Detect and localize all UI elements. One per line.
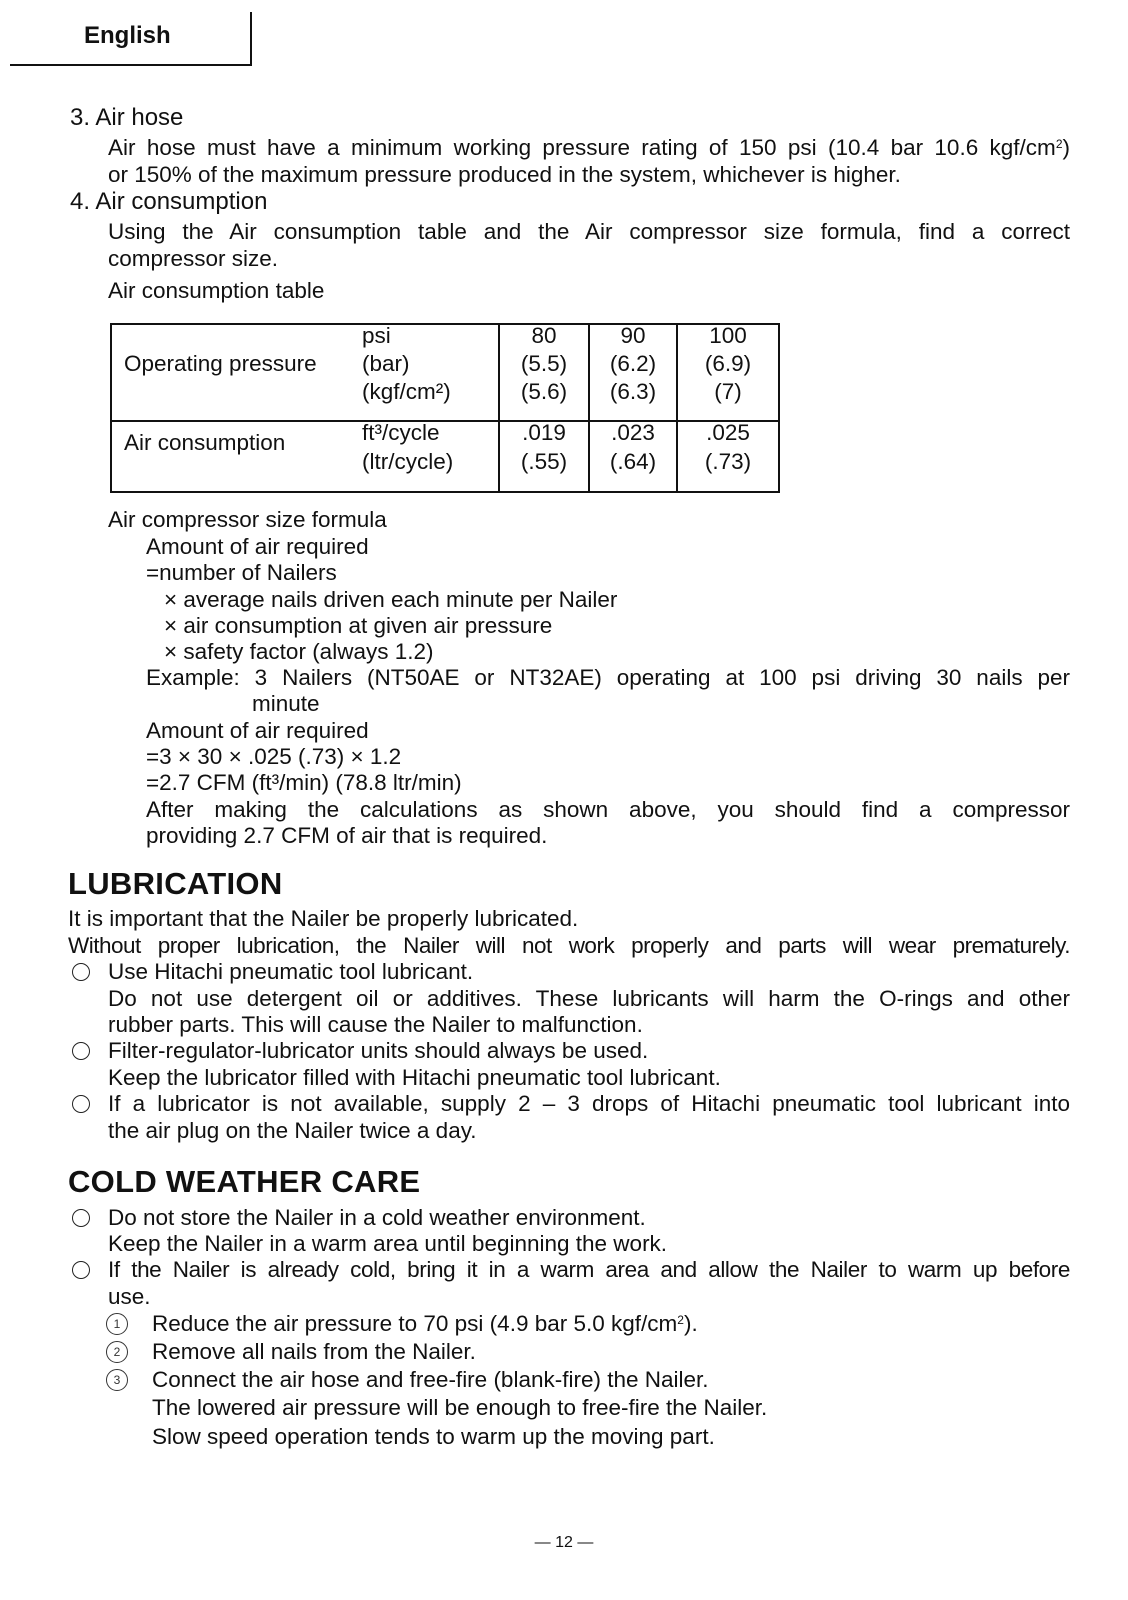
- formula-factor: × average nails driven each minute per Nailer: [164, 587, 618, 612]
- table-cell: (5.6): [520, 379, 568, 404]
- air-hose-heading: 3. Air hose: [70, 104, 184, 131]
- operating-pressure-label: Operating pressure: [124, 351, 317, 376]
- example-line1: Example: 3 Nailers (NT50AE or NT32AE) operating at 100 psi driving 30 nails per: [146, 665, 1070, 690]
- tab-vertical-rule: [250, 12, 252, 66]
- cold-step1: [152, 1310, 698, 1337]
- table-cell: (.55): [520, 449, 568, 474]
- cold-bullet2-line1: If the Nailer is already cold, bring it in a warm area and allow the Nailer to warm up before: [108, 1257, 1070, 1282]
- table-cell: (.64): [609, 449, 657, 474]
- lubrication-bullet1-line2: Do not use detergent oil or additives. These lubricants will harm the O-rings and other: [108, 986, 1070, 1011]
- cold-bullet2-line2: use.: [108, 1284, 151, 1309]
- unit-ltr-cycle: (ltr/cycle): [362, 449, 454, 474]
- table-cell: .025: [706, 420, 750, 445]
- superscript: 2: [1055, 137, 1063, 151]
- lubrication-bullet3-line1: If a lubricator is not available, supply 2 – 3 drops of Hitachi pneumatic tool lubricant into: [108, 1091, 1070, 1116]
- step-number-3-icon: 3: [106, 1369, 128, 1391]
- cold-step3-line3: Slow speed operation tends to warm up the moving part.: [152, 1424, 715, 1449]
- cold-weather-heading: COLD WEATHER CARE: [68, 1164, 421, 1199]
- table-cell: (.73): [704, 449, 752, 474]
- table-cell: .019: [522, 420, 566, 445]
- language-label: English: [84, 22, 171, 49]
- air-hose-text-line2: or 150% of the maximum pressure produced in the system, whichever is higher.: [108, 162, 901, 187]
- unit-bar: (bar): [362, 351, 410, 376]
- language-tab: [10, 12, 252, 66]
- air-consumption-heading: 4. Air consumption: [70, 188, 268, 215]
- formula-title: Air compressor size formula: [108, 507, 387, 532]
- unit-ft3-cycle: ft³/cycle: [362, 420, 440, 445]
- cold-bullet1-line2: Keep the Nailer in a warm area until beginning the work.: [108, 1231, 668, 1256]
- table-cell: 90: [620, 323, 646, 348]
- circle-bullet-icon: [72, 963, 90, 981]
- circle-bullet-icon: [72, 1261, 90, 1279]
- circle-bullet-icon: [72, 1042, 90, 1060]
- lubrication-p1: It is important that the Nailer be properly lubricated.: [68, 906, 579, 931]
- lubrication-bullet3-line2: the air plug on the Nailer twice a day.: [108, 1118, 477, 1143]
- superscript: 2: [677, 1313, 684, 1327]
- table-cell: (6.2): [609, 351, 657, 376]
- table-title: Air consumption table: [108, 278, 325, 303]
- lubrication-bullet2-line2: Keep the lubricator filled with Hitachi pneumatic tool lubricant.: [108, 1065, 721, 1090]
- unit-kgf: (kgf/cm²): [362, 379, 451, 404]
- step-number-2-icon: 2: [106, 1341, 128, 1363]
- table-cell: (5.5): [520, 351, 568, 376]
- air-hose-text-line1: [108, 134, 1070, 161]
- formula-factor: × safety factor (always 1.2): [164, 639, 434, 664]
- circle-bullet-icon: [72, 1209, 90, 1227]
- table-cell: 80: [531, 323, 557, 348]
- circle-bullet-icon: [72, 1095, 90, 1113]
- step1-text: Reduce the air pressure to 70 psi (4.9 bar 5.0 kgf/cm: [152, 1311, 678, 1336]
- formula-factor: × air consumption at given air pressure: [164, 613, 553, 638]
- table-cell: 100: [709, 323, 747, 348]
- unit-psi: psi: [362, 323, 391, 348]
- example-line2: minute: [252, 691, 320, 716]
- air-hose-line1-text: Air hose must have a minimum working pressure rating of 150 psi (10.4 bar 10.6 kgf/cm: [108, 135, 1056, 160]
- closing-paren: ).: [683, 1311, 698, 1336]
- formula-calc-2: =2.7 CFM (ft³/min) (78.8 ltr/min): [146, 770, 462, 795]
- cold-bullet1-line1: Do not store the Nailer in a cold weather environment.: [108, 1205, 646, 1230]
- cold-step3-line2: The lowered air pressure will be enough to free-fire the Nailer.: [152, 1395, 768, 1420]
- lubrication-bullet1-line3: rubber parts. This will cause the Nailer to malfunction.: [108, 1012, 643, 1037]
- air-consumption-text-line2: compressor size.: [108, 246, 279, 271]
- table-cell: (6.3): [609, 379, 657, 404]
- cold-step3-line1: Connect the air hose and free-fire (blank-fire) the Nailer.: [152, 1367, 709, 1392]
- lubrication-bullet2-line1: Filter-regulator-lubricator units should always be used.: [108, 1038, 649, 1063]
- table-cell: (7): [714, 379, 742, 404]
- formula-number: =number of Nailers: [146, 560, 337, 585]
- lubrication-p2: Without proper lubrication, the Nailer will not work properly and parts will wear prematurely.: [68, 933, 1070, 958]
- formula-calc-1: =3 × 30 × .025 (.73) × 1.2: [146, 744, 402, 769]
- lubrication-bullet1-line1: Use Hitachi pneumatic tool lubricant.: [108, 959, 474, 984]
- table-cell: .023: [611, 420, 655, 445]
- air-consumption-label: Air consumption: [124, 430, 286, 455]
- formula-amount: Amount of air required: [146, 534, 369, 559]
- step-number-1-icon: 1: [106, 1313, 128, 1335]
- closing-paren: ): [1062, 135, 1070, 160]
- cold-step2: Remove all nails from the Nailer.: [152, 1339, 476, 1364]
- formula-amount-2: Amount of air required: [146, 718, 369, 743]
- lubrication-heading: LUBRICATION: [68, 866, 283, 901]
- after-line1: After making the calculations as shown above, you should find a compressor: [146, 797, 1070, 822]
- table-cell: (6.9): [704, 351, 752, 376]
- page-number: — 12 —: [534, 1534, 594, 1551]
- air-consumption-table: [110, 323, 780, 493]
- air-consumption-text-line1: Using the Air consumption table and the Air compressor size formula, find a correct: [108, 219, 1070, 244]
- after-line2: providing 2.7 CFM of air that is required.: [146, 823, 548, 848]
- tab-horizontal-rule: [10, 64, 252, 66]
